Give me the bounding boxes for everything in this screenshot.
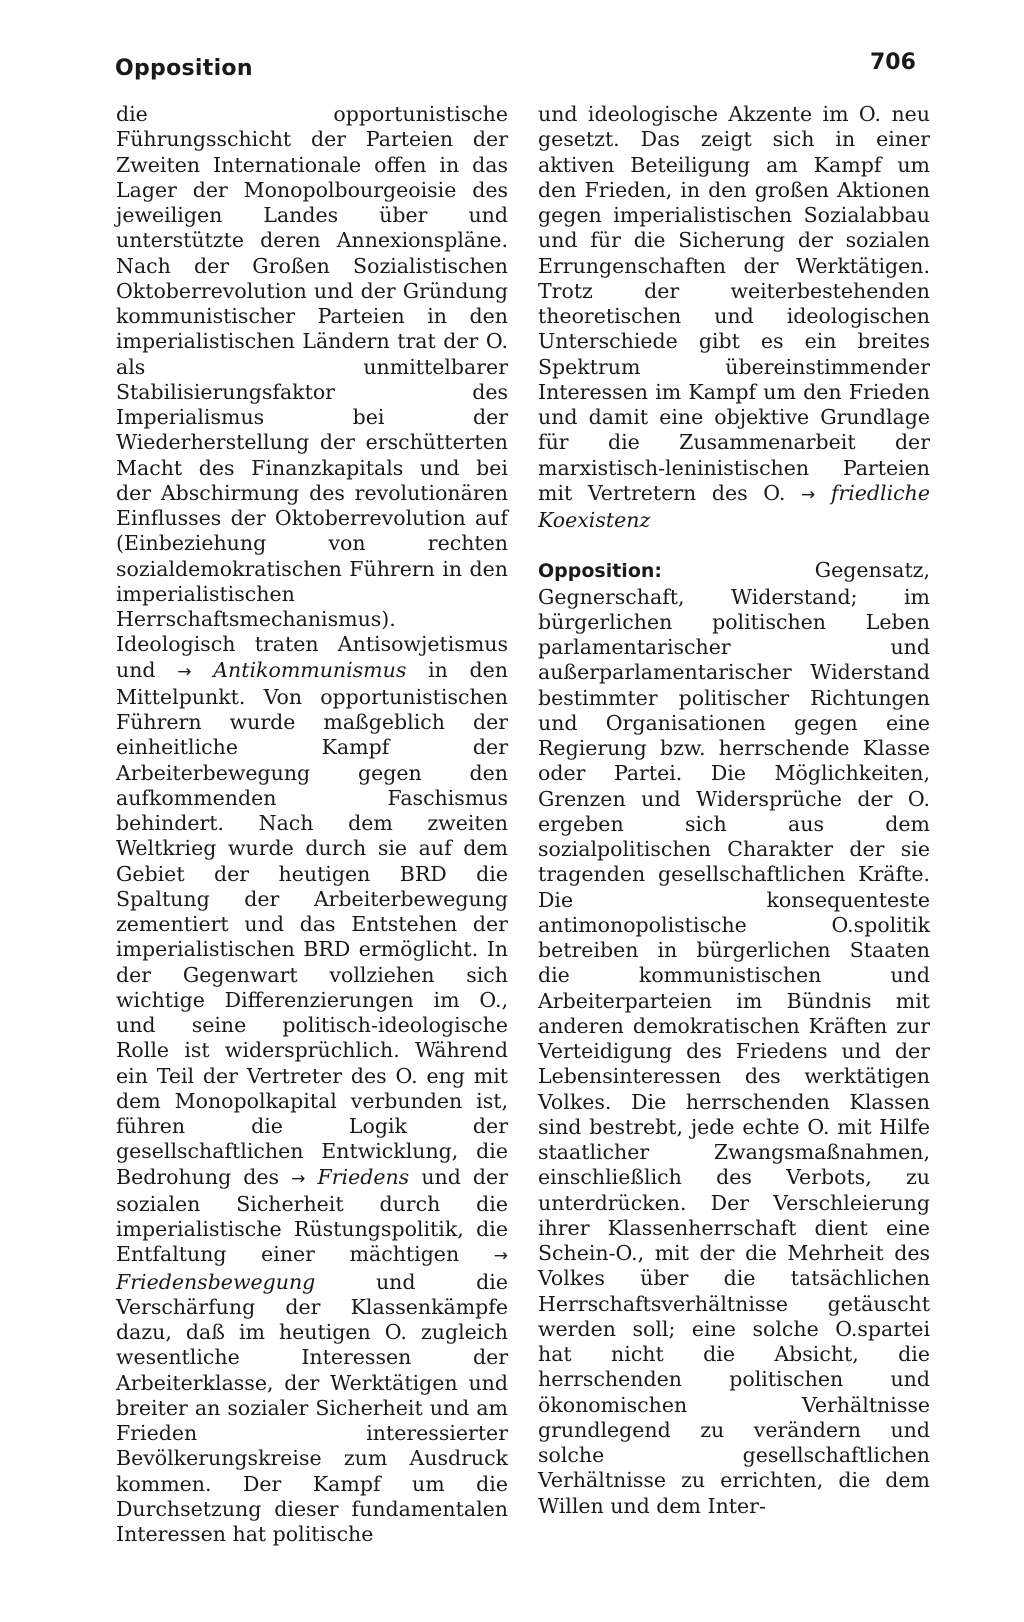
cross-reference-friedensbewegung: Friedensbewegung bbox=[116, 1269, 316, 1294]
right-column bbox=[538, 102, 930, 1519]
body-text: die opportunistische Führungsschicht der Parteien der Zweiten Internationale offen in das Lager der Monopolbourgeoisie des jeweiligen Landes über und unterstützte deren Annexionspläne. Nach der Großen Sozialistischen Oktoberrevolution und der Gründung kommunistischer Parteien in den imperialistischen Ländern trat der O. als unmittelbarer Stabilisierungsfaktor des Imperialismus bei der Wiederherstellung der erschütterten Macht des Finanzkapitals und bei der Abschirmung des revolutionären Einflusses der Oktoberrevolution auf (Einbeziehung von rechten sozialdemokratischen Führern in den imperialistischen Herrschaftsmechanismus). Ideologisch traten Antisowjetismus und bbox=[116, 102, 508, 682]
entry-headword: Opposition: bbox=[538, 560, 663, 583]
cross-reference-arrow-icon: → bbox=[493, 1246, 508, 1267]
cross-reference-friedens: Friedens bbox=[317, 1164, 410, 1189]
entry-continuation-paragraph bbox=[538, 102, 930, 533]
left-column bbox=[116, 102, 508, 1547]
body-text: und ideologische Akzente im O. neu gesetzt. Das zeigt sich in einer aktiven Beteiligung am Kampf um den Frieden, in den großen Aktionen gegen imperialistischen Sozialabbau und für die Sicherung der sozialen Errungenschaften der Werktätigen. Trotz der weiterbestehenden theoretischen und ideologischen Unterschiede gibt es ein breites Spektrum übereinstimmender Interessen im Kampf um den Frieden und damit eine objektive Grundlage für die Zusammenarbeit der marxistisch-leninistischen Parteien mit Vertretern des O. bbox=[538, 102, 930, 505]
cross-reference-antikommunismus: Antikommunismus bbox=[213, 657, 407, 682]
body-text: und der sozialen Sicherheit durch die imperialistische Rüstungspolitik, die Entfaltung einer mächtigen bbox=[116, 1164, 508, 1267]
running-head: Opposition bbox=[115, 56, 253, 81]
cross-reference-arrow-icon: → bbox=[291, 1168, 306, 1189]
page-number: 706 bbox=[870, 50, 916, 75]
body-text: und die Verschärfung der Klassenkämpfe dazu, daß im heutigen O. zugleich wesentliche Interessen der Arbeiterklasse, der Werktätigen und breiter an sozialer Sicherheit und am Frieden interessierter Bevölkerungskreise zum Ausdruck kommen. Der Kampf um die Durchsetzung dieser fundamentalen Interessen hat politische bbox=[116, 1269, 508, 1546]
body-text: in den Mittelpunkt. Von opportunistischen Führern wurde maßgeblich der einheitliche Kampf der Arbeiterbewegung gegen den aufkommenden Faschismus behindert. Nach dem zweiten Weltkrieg wurde durch sie auf dem Gebiet der heutigen BRD die Spaltung der Arbeiterbewegung zementiert und das Entstehen der imperialistischen BRD ermöglicht. In der Gegenwart vollziehen sich wichtige Differenzierungen im O., und seine politisch-ideologische Rolle ist widersprüchlich. Während ein Teil der Vertreter des O. eng mit dem Monopolkapital verbunden ist, führen die Logik der gesellschaftlichen Entwicklung, die Bedrohung des bbox=[116, 657, 509, 1189]
cross-reference-friedliche-koexistenz: friedliche Koexistenz bbox=[538, 480, 930, 532]
entry-opposition bbox=[538, 558, 930, 1519]
entry-continuation-paragraph bbox=[116, 102, 508, 1547]
body-text: Gegensatz, Gegnerschaft, Widerstand; im bürgerlichen politischen Leben parlamentarischer und außerparlamentarischer Widerstand bestimmter politischer Richtungen und Organisationen gegen eine Regierung bzw. herrschende Klasse oder Partei. Die Möglichkeiten, Grenzen und Widersprüche der O. ergeben sich aus dem sozialpolitischen Charakter der sie tragenden gesellschaftlichen Kräfte. Die konsequenteste antimonopolistische O.spolitik betreiben in bürgerlichen Staaten die kommunistischen und Arbeiterparteien im Bündnis mit anderen demokratischen Kräften zur Verteidigung des Friedens und der Lebensinteressen des werktätigen Volkes. Die herrschenden Klassen sind bestrebt, jede echte O. mit Hilfe staatlicher Zwangsmaßnahmen, einschließlich des Verbots, zu unterdrücken. Der Verschleierung ihrer Klassenherrschaft dient eine Schein-O., mit der die Mehrheit des Volkes über die tatsächlichen Herrschaftsverhältnisse getäuscht werden soll; eine solche O.spartei hat nicht die Absicht, die herrschenden politischen und ökonomischen Verhältnisse grundlegend zu verändern und solche gesellschaftlichen Verhältnisse zu errichten, die dem Willen und dem Inter- bbox=[538, 558, 930, 1518]
cross-reference-arrow-icon: → bbox=[177, 661, 192, 682]
cross-reference-arrow-icon: → bbox=[800, 484, 816, 505]
